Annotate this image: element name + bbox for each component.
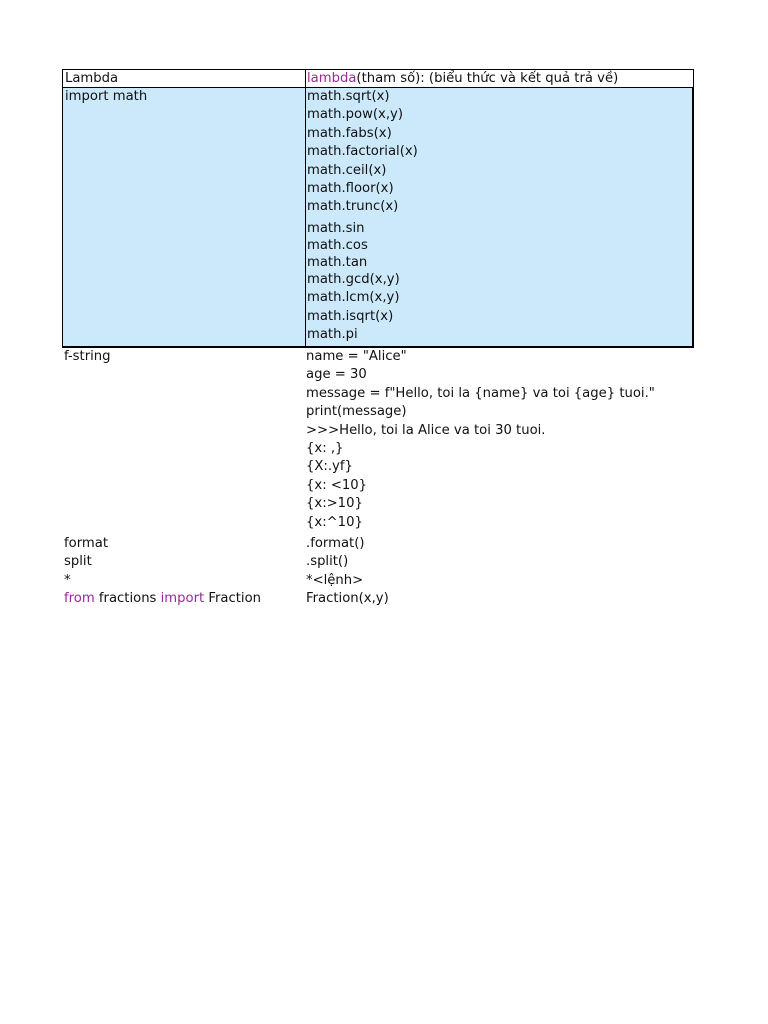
math-function-line: math.trunc(x)	[307, 199, 399, 215]
row-split	[62, 553, 694, 571]
cell-f-string-label[interactable]: f-string	[64, 349, 111, 364]
spreadsheet-page	[62, 69, 694, 609]
code-line: >>>Hello, toi la Alice va toi 30 tuoi.	[306, 422, 546, 438]
cell-lambda-syntax[interactable]	[307, 70, 618, 88]
math-function-line: math.gcd(x,y)	[307, 271, 400, 287]
code-line: {X:.yf}	[306, 459, 353, 475]
module-name: fractions	[94, 591, 161, 607]
cell-divider	[305, 88, 306, 346]
math-function-line: math.cos	[307, 237, 368, 253]
cell-format-label[interactable]: format	[64, 536, 108, 551]
code-line: {x:>10}	[306, 496, 363, 512]
code-line: name = "Alice"	[306, 349, 407, 364]
code-line: {x: <10}	[306, 477, 368, 493]
row-f-string	[62, 348, 694, 535]
cell-lambda-label[interactable]: Lambda	[65, 71, 119, 86]
cell-split-syntax[interactable]: .split()	[306, 554, 349, 570]
math-function-line: math.factorial(x)	[307, 144, 418, 160]
math-function-line: math.fabs(x)	[307, 125, 392, 141]
cell-star-label[interactable]: *	[64, 572, 71, 588]
cell-import-math-label[interactable]: import math	[65, 89, 148, 104]
math-function-line: math.lcm(x,y)	[307, 290, 400, 306]
row-unpack	[62, 572, 694, 590]
keyword-lambda: lambda	[307, 71, 357, 86]
cell-math-functions[interactable]	[307, 88, 418, 344]
cell-fraction-syntax[interactable]: Fraction(x,y)	[306, 591, 389, 607]
math-function-line: math.pow(x,y)	[307, 107, 403, 123]
cell-f-string-examples[interactable]	[306, 348, 655, 532]
math-function-line: math.pi	[307, 326, 358, 342]
code-line: print(message)	[306, 404, 407, 420]
cell-divider	[305, 70, 306, 87]
cell-format-syntax[interactable]: .format()	[306, 536, 365, 551]
math-function-line: math.sqrt(x)	[307, 89, 390, 104]
math-function-line: math.ceil(x)	[307, 162, 387, 178]
lambda-syntax-text: (tham số): (biểu thức và kết quả trả về)	[356, 71, 619, 86]
math-function-line: math.sin	[307, 220, 365, 236]
cell-fraction-import[interactable]	[64, 590, 261, 608]
row-import-math	[62, 88, 694, 348]
code-line: age = 30	[306, 367, 367, 383]
cell-star-syntax[interactable]: *<lệnh>	[306, 572, 364, 588]
math-function-line: math.tan	[307, 254, 368, 270]
code-line: message = f"Hello, toi la {name} va toi {age} tuoi."	[306, 385, 655, 401]
row-lambda	[62, 69, 694, 88]
code-line: {x: ,}	[306, 440, 344, 456]
cell-split-label[interactable]: split	[64, 554, 92, 570]
row-format	[62, 535, 694, 553]
row-fraction	[62, 590, 694, 608]
keyword-import: import	[160, 591, 205, 607]
class-name: Fraction	[204, 591, 262, 607]
math-function-line: math.floor(x)	[307, 180, 394, 196]
math-function-line: math.isqrt(x)	[307, 308, 394, 324]
code-line: {x:^10}	[306, 514, 363, 530]
keyword-from: from	[64, 591, 95, 607]
